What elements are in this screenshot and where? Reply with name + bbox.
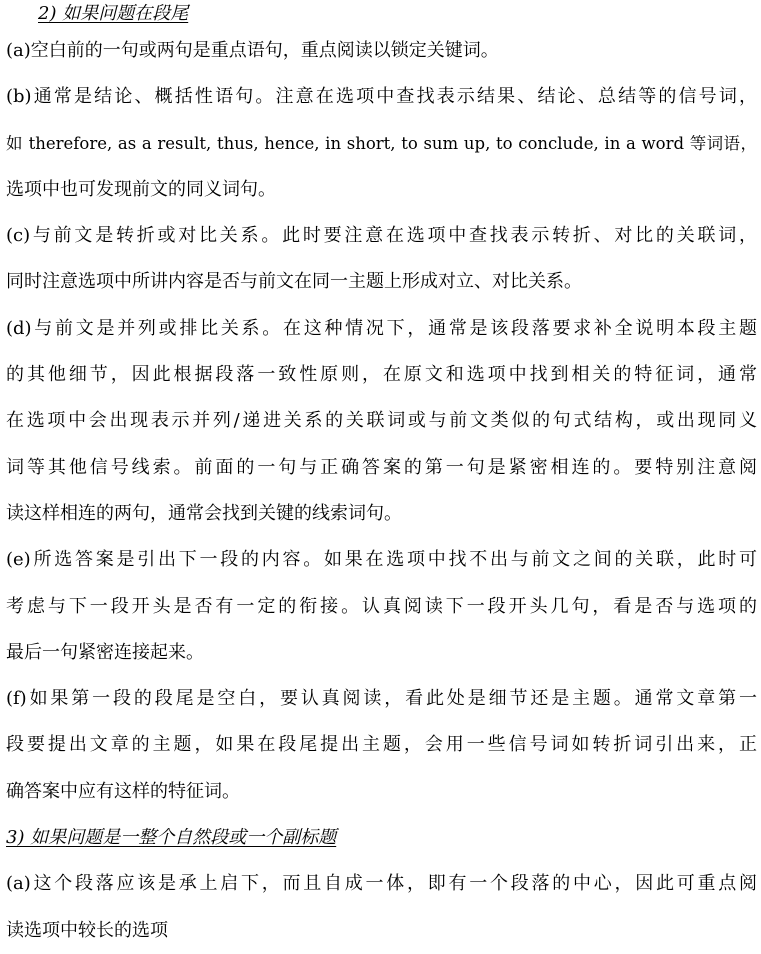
- paragraph-line-e-3: 最后一句紧密连接起来。: [6, 641, 204, 663]
- paragraph-line-f-1: (f)如果第一段的段尾是空白，要认真阅读，看此处是细节还是主题。通常文章第一: [6, 688, 757, 710]
- paragraph-line-d-3: 在选项中会出现表示并列/递进关系的关联词或与前文类似的句式结构，或出现同义: [6, 410, 757, 432]
- paragraph-line-f-2: 段要提出文章的主题，如果在段尾提出主题，会用一些信号词如转折词引出来，正: [6, 734, 757, 756]
- paragraph-line-e-2: 考虑与下一段开头是否有一定的衔接。认真阅读下一段开头几句，看是否与选项的: [6, 595, 757, 617]
- paragraph-3-line-a-1: (a)这个段落应该是承上启下，而且自成一体，即有一个段落的中心，因此可重点阅: [6, 873, 757, 895]
- paragraph-line-b-1: (b)通常是结论、概括性语句。注意在选项中查找表示结果、结论、总结等的信号词，: [6, 86, 757, 108]
- paragraph-line-b-3: 选项中也可发现前文的同义词句。: [6, 178, 276, 200]
- paragraph-line-d-1-text: (d)与前文是并列或排比关系。在这种情况下，通常是该段落要求补全说明本段主题: [6, 317, 757, 339]
- paragraph-line-d-5: 读这样相连的两句，通常会找到关键的线索词句。: [6, 502, 402, 524]
- paragraph-line-a: (a)空白前的一句或两句是重点语句，重点阅读以锁定关键词。: [6, 40, 499, 61]
- paragraph-line-e-1: (e)所选答案是引出下一段的内容。如果在选项中找不出与前文之间的关联，此时可: [6, 549, 757, 571]
- section-3-heading: 3) 如果问题是一整个自然段或一个副标题: [6, 827, 337, 849]
- paragraph-3-line-a-2: 读选项中较长的选项: [6, 919, 168, 941]
- paragraph-line-d-2: 的其他细节，因此根据段落一致性原则，在原文和选项中找到相关的特征词，通常: [6, 364, 757, 386]
- paragraph-line-f-3: 确答案中应有这样的特征词。: [6, 780, 240, 802]
- paragraph-line-d-4: 词等其他信号线索。前面的一句与正确答案的第一句是紧密相连的。要特别注意阅: [6, 456, 757, 478]
- paragraph-line-c-1: (c)与前文是转折或对比关系。此时要注意在选项中查找表示转折、对比的关联词，: [6, 225, 757, 247]
- section-2-heading: 2) 如果问题在段尾: [38, 3, 189, 24]
- paragraph-line-c-2: 同时注意选项中所讲内容是否与前文在同一主题上形成对立、对比关系。: [6, 271, 582, 293]
- paragraph-line-d-1: [6, 306, 757, 352]
- paragraph-line-b-2: 如 therefore, as a result, thus, hence, in short, to sum up, to conclude, in a word 等词语，: [6, 133, 757, 153]
